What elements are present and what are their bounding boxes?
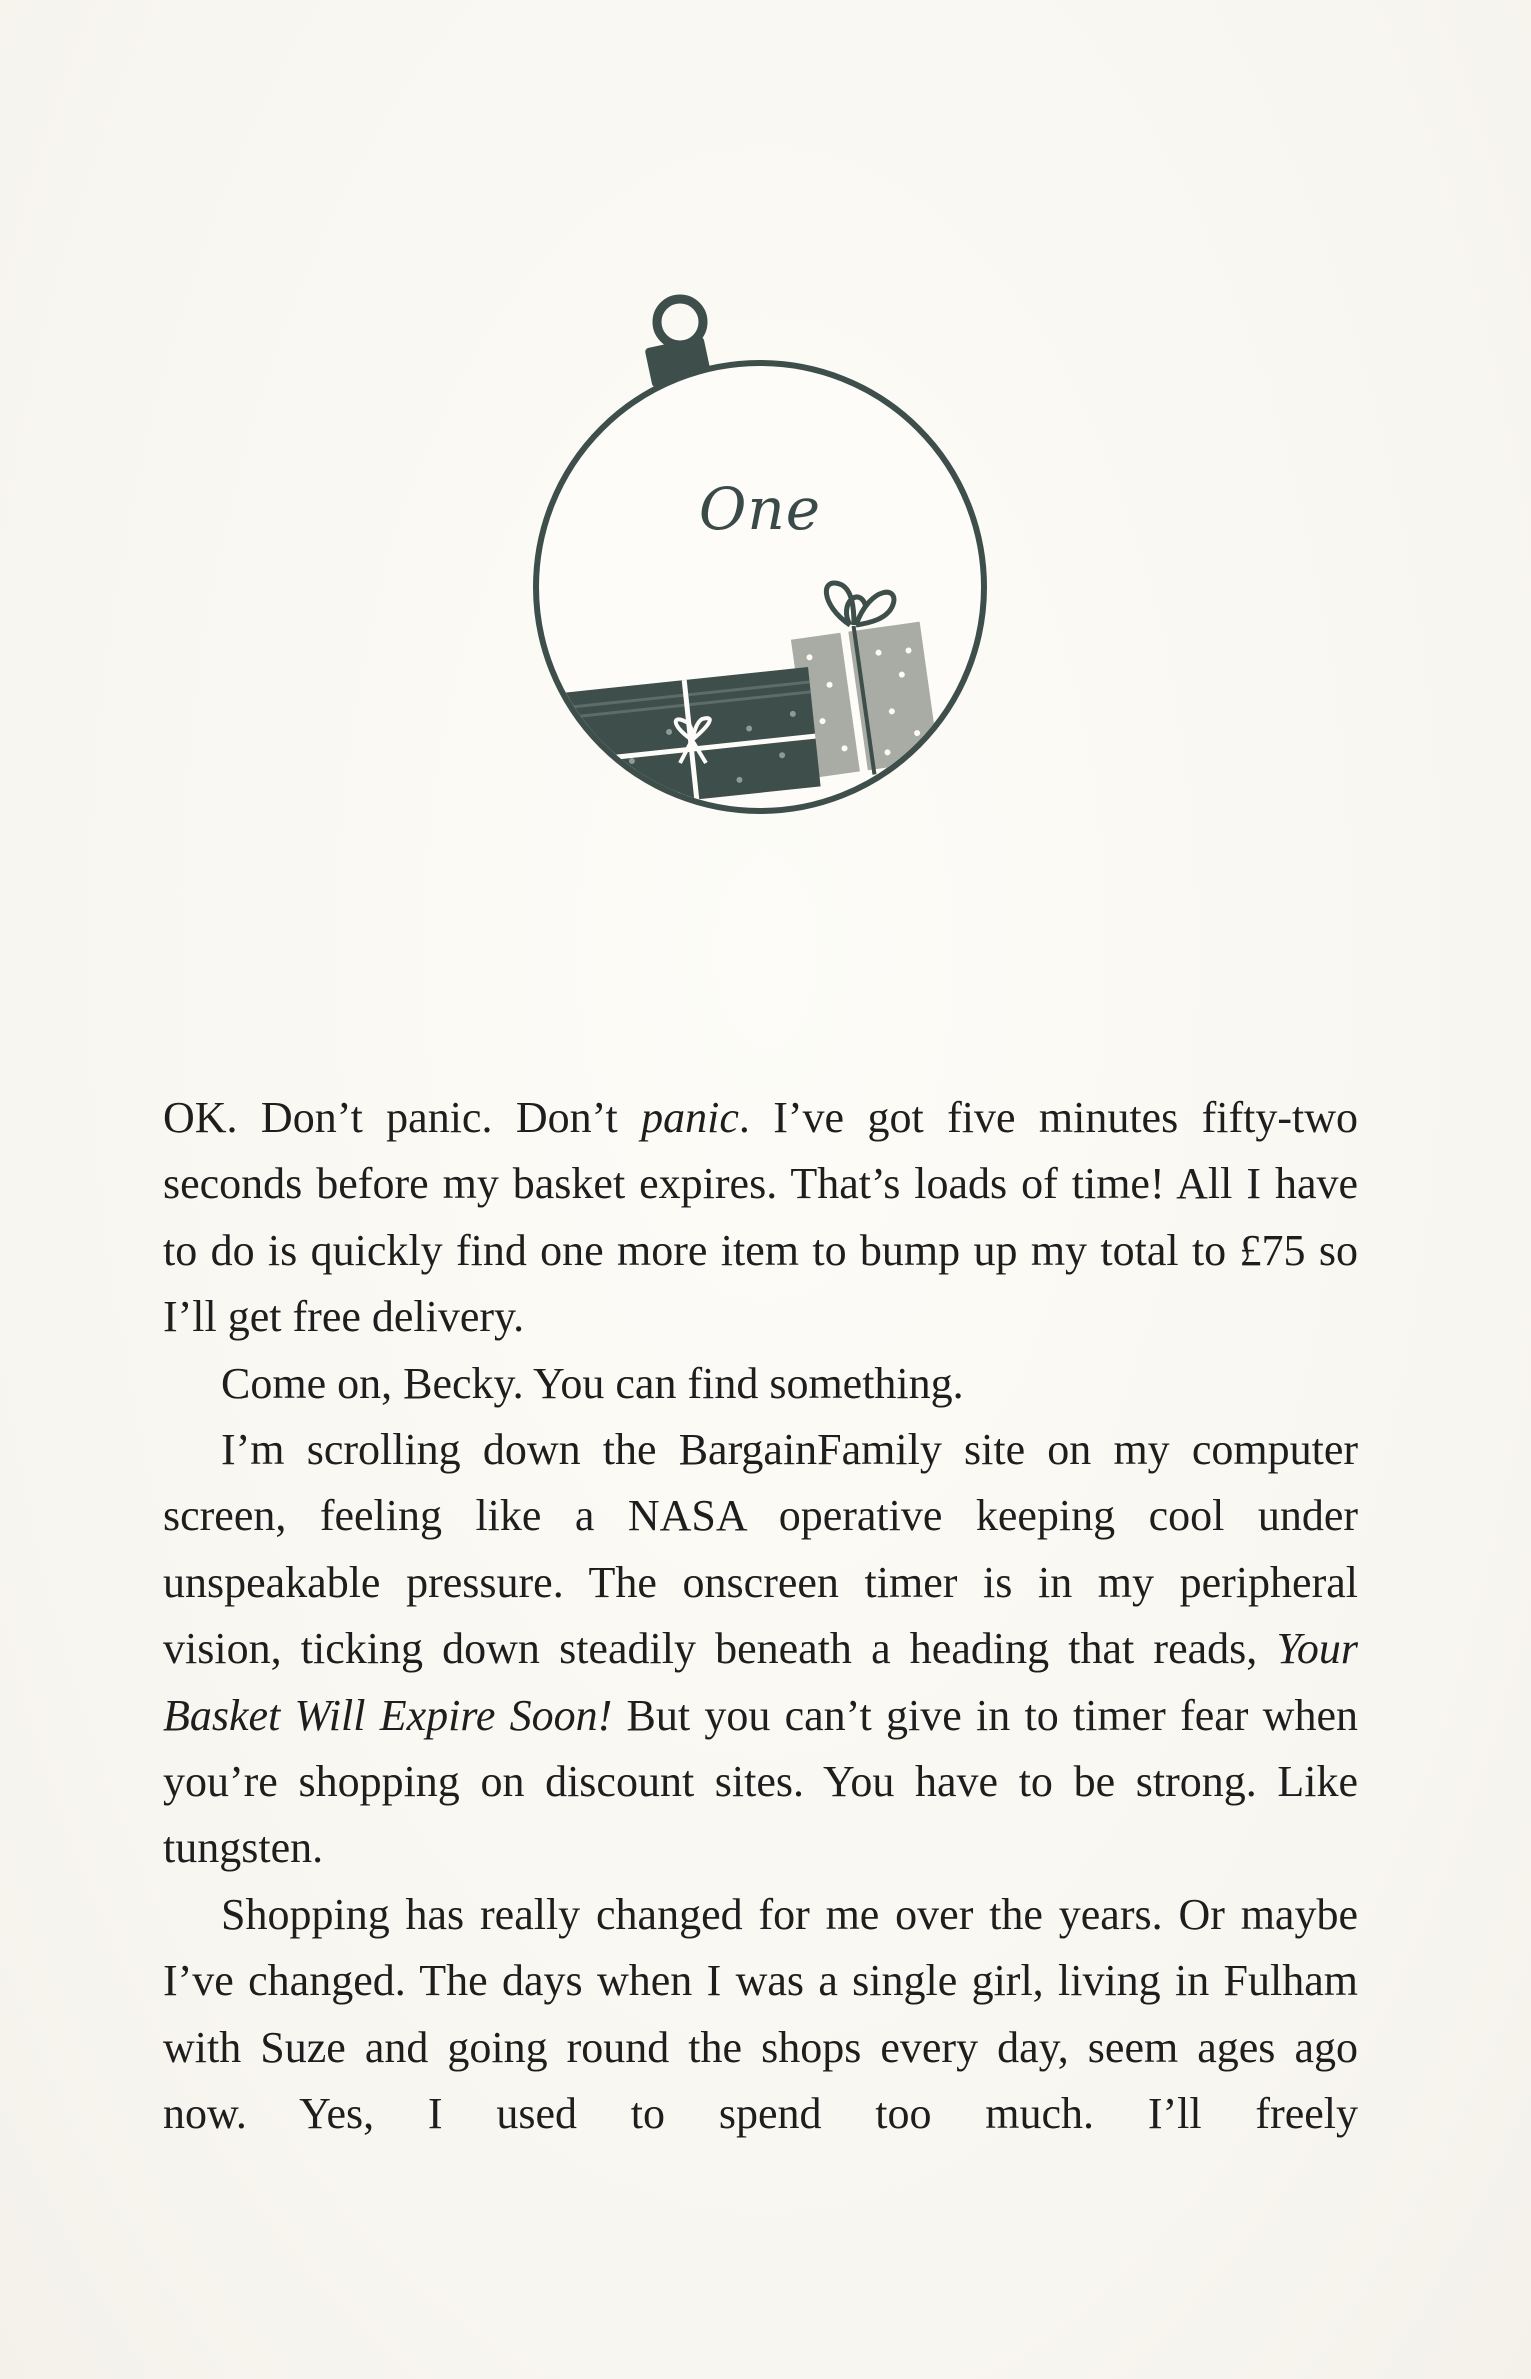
bauble-gift-illustration: [520, 285, 1000, 825]
chapter-title: One: [698, 475, 822, 543]
paragraph-1-text-cont: . I’ve got five minutes fifty-two seconds before my basket expires. That’s loads of time! All I have to do is quickly find one more item to bump up my total to £75 so I’ll get free delivery.: [163, 1093, 1358, 1342]
paragraph-2: [163, 1351, 1358, 1417]
emphasis-panic: panic: [641, 1093, 739, 1142]
paragraph-4-text: Shopping has really changed for me over the years. Or maybe I’ve changed. The days when I was a single girl, living in Fulham with Suze and going round the shops every day, seem ages ago now. Yes, I used to spend too much. I’ll freely: [163, 1889, 1358, 2139]
christmas-bauble-ornament: [520, 285, 1000, 825]
paragraph-3-text-cont: But you can’t give in to timer fear when you’re shopping on discount sites. You have to be strong. Like tungsten.: [163, 1690, 1358, 1873]
paragraph-4: [163, 1882, 1358, 2148]
paragraph-1: [163, 1085, 1358, 1351]
paragraph-1-text: OK. Don’t panic. Don’t: [163, 1093, 642, 1142]
paragraph-2-text: Come on, Becky. You can find something.: [221, 1358, 964, 1408]
chapter-body-text: [163, 1085, 1358, 2148]
paragraph-3: [163, 1417, 1358, 1882]
paragraph-3-text: I’m scrolling down the BargainFamily site on my computer screen, feeling like a NASA operative keeping cool under unspeakable pressure. The onscreen timer is in my peripheral vision, ticking down steadily beneath a heading that reads,: [163, 1425, 1358, 1674]
emphasis-basket-heading: Your Basket Will Expire Soon!: [163, 1624, 1358, 1740]
